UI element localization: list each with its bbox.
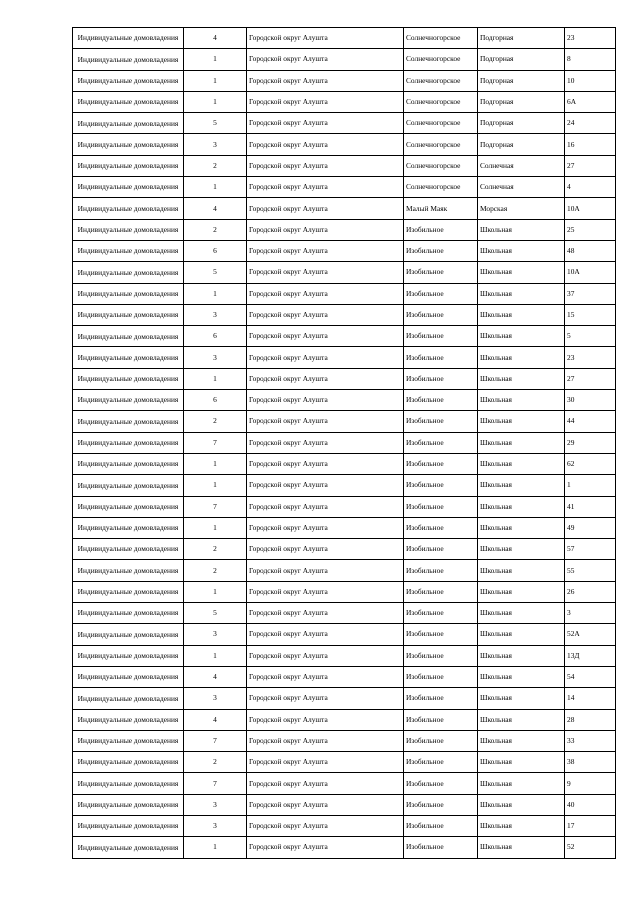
- cell-street: Школьная: [478, 539, 565, 560]
- cell-district: Городской округ Алушта: [247, 581, 404, 602]
- cell-building-type: Индивидуальные домовладения: [73, 517, 184, 538]
- cell-building-type: Индивидуальные домовладения: [73, 347, 184, 368]
- cell-settlement: Изобильное: [404, 390, 478, 411]
- cell-street: Школьная: [478, 262, 565, 283]
- table-row: [73, 283, 616, 304]
- cell-street: Подгорная: [478, 134, 565, 155]
- cell-building-type: Индивидуальные домовладения: [73, 453, 184, 474]
- cell-district: Городской округ Алушта: [247, 815, 404, 836]
- table-row: [73, 517, 616, 538]
- cell-house-number: 23: [565, 28, 616, 49]
- cell-house-number: 6А: [565, 91, 616, 112]
- cell-district: Городской округ Алушта: [247, 198, 404, 219]
- cell-building-type: Индивидуальные домовладения: [73, 28, 184, 49]
- cell-building-type: Индивидуальные домовладения: [73, 91, 184, 112]
- cell-house-number: 14: [565, 688, 616, 709]
- cell-building-type: Индивидуальные домовладения: [73, 368, 184, 389]
- cell-quantity: 7: [184, 773, 247, 794]
- cell-district: Городской округ Алушта: [247, 794, 404, 815]
- cell-quantity: 5: [184, 113, 247, 134]
- table-row: [73, 411, 616, 432]
- cell-quantity: 1: [184, 70, 247, 91]
- cell-building-type: Индивидуальные домовладения: [73, 560, 184, 581]
- cell-house-number: 27: [565, 368, 616, 389]
- table-row: [73, 539, 616, 560]
- cell-district: Городской округ Алушта: [247, 49, 404, 70]
- cell-street: Школьная: [478, 219, 565, 240]
- cell-quantity: 1: [184, 91, 247, 112]
- cell-street: Школьная: [478, 475, 565, 496]
- table-row: [73, 347, 616, 368]
- cell-settlement: Солнечногорское: [404, 155, 478, 176]
- cell-house-number: 3: [565, 603, 616, 624]
- cell-settlement: Изобильное: [404, 794, 478, 815]
- cell-building-type: Индивидуальные домовладения: [73, 688, 184, 709]
- cell-street: Школьная: [478, 645, 565, 666]
- cell-street: Школьная: [478, 283, 565, 304]
- cell-settlement: Изобильное: [404, 730, 478, 751]
- cell-house-number: 5: [565, 326, 616, 347]
- cell-quantity: 2: [184, 539, 247, 560]
- cell-house-number: 25: [565, 219, 616, 240]
- table-row: [73, 49, 616, 70]
- cell-settlement: Солнечногорское: [404, 28, 478, 49]
- cell-street: Солнечная: [478, 155, 565, 176]
- table-row: [73, 432, 616, 453]
- cell-building-type: Индивидуальные домовладения: [73, 645, 184, 666]
- cell-settlement: Изобильное: [404, 517, 478, 538]
- table-row: [73, 709, 616, 730]
- cell-district: Городской округ Алушта: [247, 709, 404, 730]
- cell-house-number: 52: [565, 837, 616, 858]
- cell-quantity: 2: [184, 411, 247, 432]
- cell-street: Школьная: [478, 709, 565, 730]
- table-row: [73, 666, 616, 687]
- cell-building-type: Индивидуальные домовладения: [73, 240, 184, 261]
- cell-house-number: 26: [565, 581, 616, 602]
- cell-street: Солнечная: [478, 177, 565, 198]
- table-row: [73, 794, 616, 815]
- cell-house-number: 52А: [565, 624, 616, 645]
- cell-quantity: 1: [184, 837, 247, 858]
- cell-house-number: 17: [565, 815, 616, 836]
- cell-building-type: Индивидуальные домовладения: [73, 49, 184, 70]
- table-row: [73, 730, 616, 751]
- cell-house-number: 33: [565, 730, 616, 751]
- cell-quantity: 7: [184, 496, 247, 517]
- cell-building-type: Индивидуальные домовладения: [73, 198, 184, 219]
- cell-settlement: Изобильное: [404, 475, 478, 496]
- cell-settlement: Изобильное: [404, 645, 478, 666]
- cell-building-type: Индивидуальные домовладения: [73, 773, 184, 794]
- table-row: [73, 113, 616, 134]
- table-row: [73, 240, 616, 261]
- cell-house-number: 27: [565, 155, 616, 176]
- cell-house-number: 40: [565, 794, 616, 815]
- cell-settlement: Солнечногорское: [404, 134, 478, 155]
- cell-house-number: 30: [565, 390, 616, 411]
- table-row: [73, 326, 616, 347]
- cell-quantity: 2: [184, 219, 247, 240]
- cell-settlement: Изобильное: [404, 624, 478, 645]
- cell-settlement: Солнечногорское: [404, 91, 478, 112]
- cell-district: Городской округ Алушта: [247, 539, 404, 560]
- cell-district: Городской округ Алушта: [247, 453, 404, 474]
- cell-building-type: Индивидуальные домовладения: [73, 539, 184, 560]
- cell-district: Городской округ Алушта: [247, 517, 404, 538]
- cell-street: Школьная: [478, 517, 565, 538]
- cell-building-type: Индивидуальные домовладения: [73, 283, 184, 304]
- cell-settlement: Изобильное: [404, 666, 478, 687]
- cell-street: Школьная: [478, 581, 565, 602]
- cell-house-number: 37: [565, 283, 616, 304]
- cell-quantity: 1: [184, 475, 247, 496]
- table-body: [73, 28, 616, 859]
- cell-district: Городской округ Алушта: [247, 70, 404, 91]
- table-row: [73, 815, 616, 836]
- housing-table: [72, 27, 616, 859]
- cell-quantity: 3: [184, 624, 247, 645]
- cell-district: Городской округ Алушта: [247, 837, 404, 858]
- cell-street: Школьная: [478, 752, 565, 773]
- cell-district: Городской округ Алушта: [247, 304, 404, 325]
- table-row: [73, 603, 616, 624]
- cell-district: Городской округ Алушта: [247, 91, 404, 112]
- table-row: [73, 496, 616, 517]
- cell-district: Городской округ Алушта: [247, 773, 404, 794]
- cell-street: Подгорная: [478, 91, 565, 112]
- cell-street: Школьная: [478, 496, 565, 517]
- table-row: [73, 28, 616, 49]
- cell-settlement: Изобильное: [404, 368, 478, 389]
- cell-building-type: Индивидуальные домовладения: [73, 666, 184, 687]
- cell-settlement: Изобильное: [404, 496, 478, 517]
- cell-quantity: 1: [184, 517, 247, 538]
- table-row: [73, 177, 616, 198]
- cell-quantity: 7: [184, 730, 247, 751]
- cell-building-type: Индивидуальные домовладения: [73, 219, 184, 240]
- cell-quantity: 1: [184, 283, 247, 304]
- cell-quantity: 7: [184, 432, 247, 453]
- cell-house-number: 29: [565, 432, 616, 453]
- cell-quantity: 4: [184, 28, 247, 49]
- cell-settlement: Изобильное: [404, 453, 478, 474]
- cell-house-number: 57: [565, 539, 616, 560]
- cell-street: Школьная: [478, 837, 565, 858]
- cell-settlement: Изобильное: [404, 432, 478, 453]
- cell-quantity: 3: [184, 134, 247, 155]
- cell-building-type: Индивидуальные домовладения: [73, 134, 184, 155]
- cell-quantity: 1: [184, 645, 247, 666]
- table-row: [73, 262, 616, 283]
- cell-district: Городской округ Алушта: [247, 262, 404, 283]
- cell-quantity: 2: [184, 155, 247, 176]
- table-row: [73, 560, 616, 581]
- cell-settlement: Изобильное: [404, 752, 478, 773]
- cell-street: Морская: [478, 198, 565, 219]
- cell-building-type: Индивидуальные домовладения: [73, 603, 184, 624]
- cell-building-type: Индивидуальные домовладения: [73, 262, 184, 283]
- table-row: [73, 198, 616, 219]
- cell-building-type: Индивидуальные домовладения: [73, 794, 184, 815]
- cell-district: Городской округ Алушта: [247, 326, 404, 347]
- cell-district: Городской округ Алушта: [247, 219, 404, 240]
- cell-quantity: 5: [184, 603, 247, 624]
- cell-house-number: 8: [565, 49, 616, 70]
- cell-district: Городской округ Алушта: [247, 368, 404, 389]
- cell-house-number: 23: [565, 347, 616, 368]
- cell-building-type: Индивидуальные домовладения: [73, 326, 184, 347]
- cell-house-number: 54: [565, 666, 616, 687]
- table-row: [73, 581, 616, 602]
- cell-building-type: Индивидуальные домовладения: [73, 70, 184, 91]
- cell-quantity: 4: [184, 198, 247, 219]
- cell-building-type: Индивидуальные домовладения: [73, 581, 184, 602]
- cell-house-number: 4: [565, 177, 616, 198]
- cell-quantity: 3: [184, 688, 247, 709]
- cell-street: Подгорная: [478, 113, 565, 134]
- cell-house-number: 1: [565, 475, 616, 496]
- cell-settlement: Малый Маяк: [404, 198, 478, 219]
- table-row: [73, 752, 616, 773]
- cell-building-type: Индивидуальные домовладения: [73, 730, 184, 751]
- cell-building-type: Индивидуальные домовладения: [73, 752, 184, 773]
- cell-street: Школьная: [478, 453, 565, 474]
- cell-house-number: 24: [565, 113, 616, 134]
- cell-district: Городской округ Алушта: [247, 688, 404, 709]
- cell-settlement: Изобильное: [404, 581, 478, 602]
- cell-house-number: 38: [565, 752, 616, 773]
- cell-street: Школьная: [478, 326, 565, 347]
- cell-house-number: 10А: [565, 198, 616, 219]
- cell-district: Городской округ Алушта: [247, 113, 404, 134]
- cell-district: Городской округ Алушта: [247, 177, 404, 198]
- cell-district: Городской округ Алушта: [247, 666, 404, 687]
- cell-house-number: 9: [565, 773, 616, 794]
- cell-quantity: 2: [184, 752, 247, 773]
- cell-district: Городской округ Алушта: [247, 475, 404, 496]
- cell-quantity: 6: [184, 240, 247, 261]
- cell-street: Школьная: [478, 794, 565, 815]
- cell-settlement: Изобильное: [404, 304, 478, 325]
- cell-district: Городской округ Алушта: [247, 283, 404, 304]
- cell-district: Городской округ Алушта: [247, 624, 404, 645]
- cell-district: Городской округ Алушта: [247, 240, 404, 261]
- cell-building-type: Индивидуальные домовладения: [73, 113, 184, 134]
- cell-settlement: Солнечногорское: [404, 70, 478, 91]
- cell-street: Школьная: [478, 730, 565, 751]
- cell-district: Городской округ Алушта: [247, 752, 404, 773]
- cell-settlement: Изобильное: [404, 411, 478, 432]
- cell-street: Школьная: [478, 603, 565, 624]
- cell-building-type: Индивидуальные домовладения: [73, 709, 184, 730]
- cell-building-type: Индивидуальные домовладения: [73, 837, 184, 858]
- cell-settlement: Изобильное: [404, 709, 478, 730]
- cell-settlement: Изобильное: [404, 539, 478, 560]
- cell-quantity: 1: [184, 177, 247, 198]
- cell-building-type: Индивидуальные домовладения: [73, 304, 184, 325]
- cell-street: Школьная: [478, 432, 565, 453]
- cell-settlement: Изобильное: [404, 262, 478, 283]
- cell-street: Подгорная: [478, 49, 565, 70]
- table-row: [73, 134, 616, 155]
- table-row: [73, 688, 616, 709]
- table-row: [73, 390, 616, 411]
- cell-street: Школьная: [478, 347, 565, 368]
- cell-building-type: Индивидуальные домовладения: [73, 155, 184, 176]
- cell-house-number: 55: [565, 560, 616, 581]
- cell-settlement: Изобильное: [404, 688, 478, 709]
- table-row: [73, 645, 616, 666]
- cell-district: Городской округ Алушта: [247, 347, 404, 368]
- cell-street: Школьная: [478, 390, 565, 411]
- cell-quantity: 3: [184, 794, 247, 815]
- cell-settlement: Изобильное: [404, 603, 478, 624]
- cell-building-type: Индивидуальные домовладения: [73, 411, 184, 432]
- cell-house-number: 48: [565, 240, 616, 261]
- cell-house-number: 16: [565, 134, 616, 155]
- cell-street: Школьная: [478, 368, 565, 389]
- cell-settlement: Изобильное: [404, 283, 478, 304]
- cell-house-number: 41: [565, 496, 616, 517]
- cell-quantity: 6: [184, 326, 247, 347]
- table-row: [73, 155, 616, 176]
- cell-street: Школьная: [478, 688, 565, 709]
- cell-quantity: 1: [184, 368, 247, 389]
- cell-district: Городской округ Алушта: [247, 645, 404, 666]
- cell-district: Городской округ Алушта: [247, 730, 404, 751]
- cell-street: Школьная: [478, 411, 565, 432]
- cell-settlement: Солнечногорское: [404, 113, 478, 134]
- cell-district: Городской округ Алушта: [247, 155, 404, 176]
- cell-house-number: 49: [565, 517, 616, 538]
- cell-building-type: Индивидуальные домовладения: [73, 496, 184, 517]
- cell-settlement: Изобильное: [404, 815, 478, 836]
- cell-quantity: 3: [184, 815, 247, 836]
- cell-district: Городской округ Алушта: [247, 390, 404, 411]
- cell-street: Школьная: [478, 666, 565, 687]
- table-row: [73, 453, 616, 474]
- table-row: [73, 368, 616, 389]
- cell-district: Городской округ Алушта: [247, 496, 404, 517]
- cell-street: Подгорная: [478, 70, 565, 91]
- cell-quantity: 4: [184, 666, 247, 687]
- cell-building-type: Индивидуальные домовладения: [73, 177, 184, 198]
- cell-settlement: Изобильное: [404, 326, 478, 347]
- cell-settlement: Изобильное: [404, 219, 478, 240]
- cell-settlement: Солнечногорское: [404, 177, 478, 198]
- cell-quantity: 6: [184, 390, 247, 411]
- table-row: [73, 837, 616, 858]
- cell-house-number: 28: [565, 709, 616, 730]
- table-row: [73, 475, 616, 496]
- cell-district: Городской округ Алушта: [247, 432, 404, 453]
- cell-district: Городской округ Алушта: [247, 134, 404, 155]
- table-row: [73, 219, 616, 240]
- cell-street: Школьная: [478, 560, 565, 581]
- cell-district: Городской округ Алушта: [247, 28, 404, 49]
- cell-building-type: Индивидуальные домовладения: [73, 815, 184, 836]
- cell-settlement: Солнечногорское: [404, 49, 478, 70]
- cell-district: Городской округ Алушта: [247, 560, 404, 581]
- cell-quantity: 3: [184, 304, 247, 325]
- cell-street: Подгорная: [478, 28, 565, 49]
- cell-house-number: 62: [565, 453, 616, 474]
- cell-quantity: 1: [184, 581, 247, 602]
- cell-district: Городской округ Алушта: [247, 411, 404, 432]
- cell-building-type: Индивидуальные домовладения: [73, 390, 184, 411]
- cell-quantity: 2: [184, 560, 247, 581]
- cell-house-number: 13Д: [565, 645, 616, 666]
- cell-settlement: Изобильное: [404, 837, 478, 858]
- cell-street: Школьная: [478, 773, 565, 794]
- cell-settlement: Изобильное: [404, 560, 478, 581]
- cell-building-type: Индивидуальные домовладения: [73, 432, 184, 453]
- cell-street: Школьная: [478, 240, 565, 261]
- cell-quantity: 5: [184, 262, 247, 283]
- cell-settlement: Изобильное: [404, 347, 478, 368]
- cell-district: Городской округ Алушта: [247, 603, 404, 624]
- cell-quantity: 1: [184, 453, 247, 474]
- cell-quantity: 4: [184, 709, 247, 730]
- table-row: [73, 304, 616, 325]
- table-row: [73, 70, 616, 91]
- table-row: [73, 624, 616, 645]
- cell-settlement: Изобильное: [404, 240, 478, 261]
- cell-quantity: 3: [184, 347, 247, 368]
- cell-street: Школьная: [478, 304, 565, 325]
- cell-street: Школьная: [478, 624, 565, 645]
- cell-house-number: 15: [565, 304, 616, 325]
- cell-house-number: 44: [565, 411, 616, 432]
- cell-house-number: 10: [565, 70, 616, 91]
- table-row: [73, 91, 616, 112]
- cell-house-number: 10А: [565, 262, 616, 283]
- cell-building-type: Индивидуальные домовладения: [73, 475, 184, 496]
- cell-quantity: 1: [184, 49, 247, 70]
- cell-street: Школьная: [478, 815, 565, 836]
- cell-building-type: Индивидуальные домовладения: [73, 624, 184, 645]
- cell-settlement: Изобильное: [404, 773, 478, 794]
- table-row: [73, 773, 616, 794]
